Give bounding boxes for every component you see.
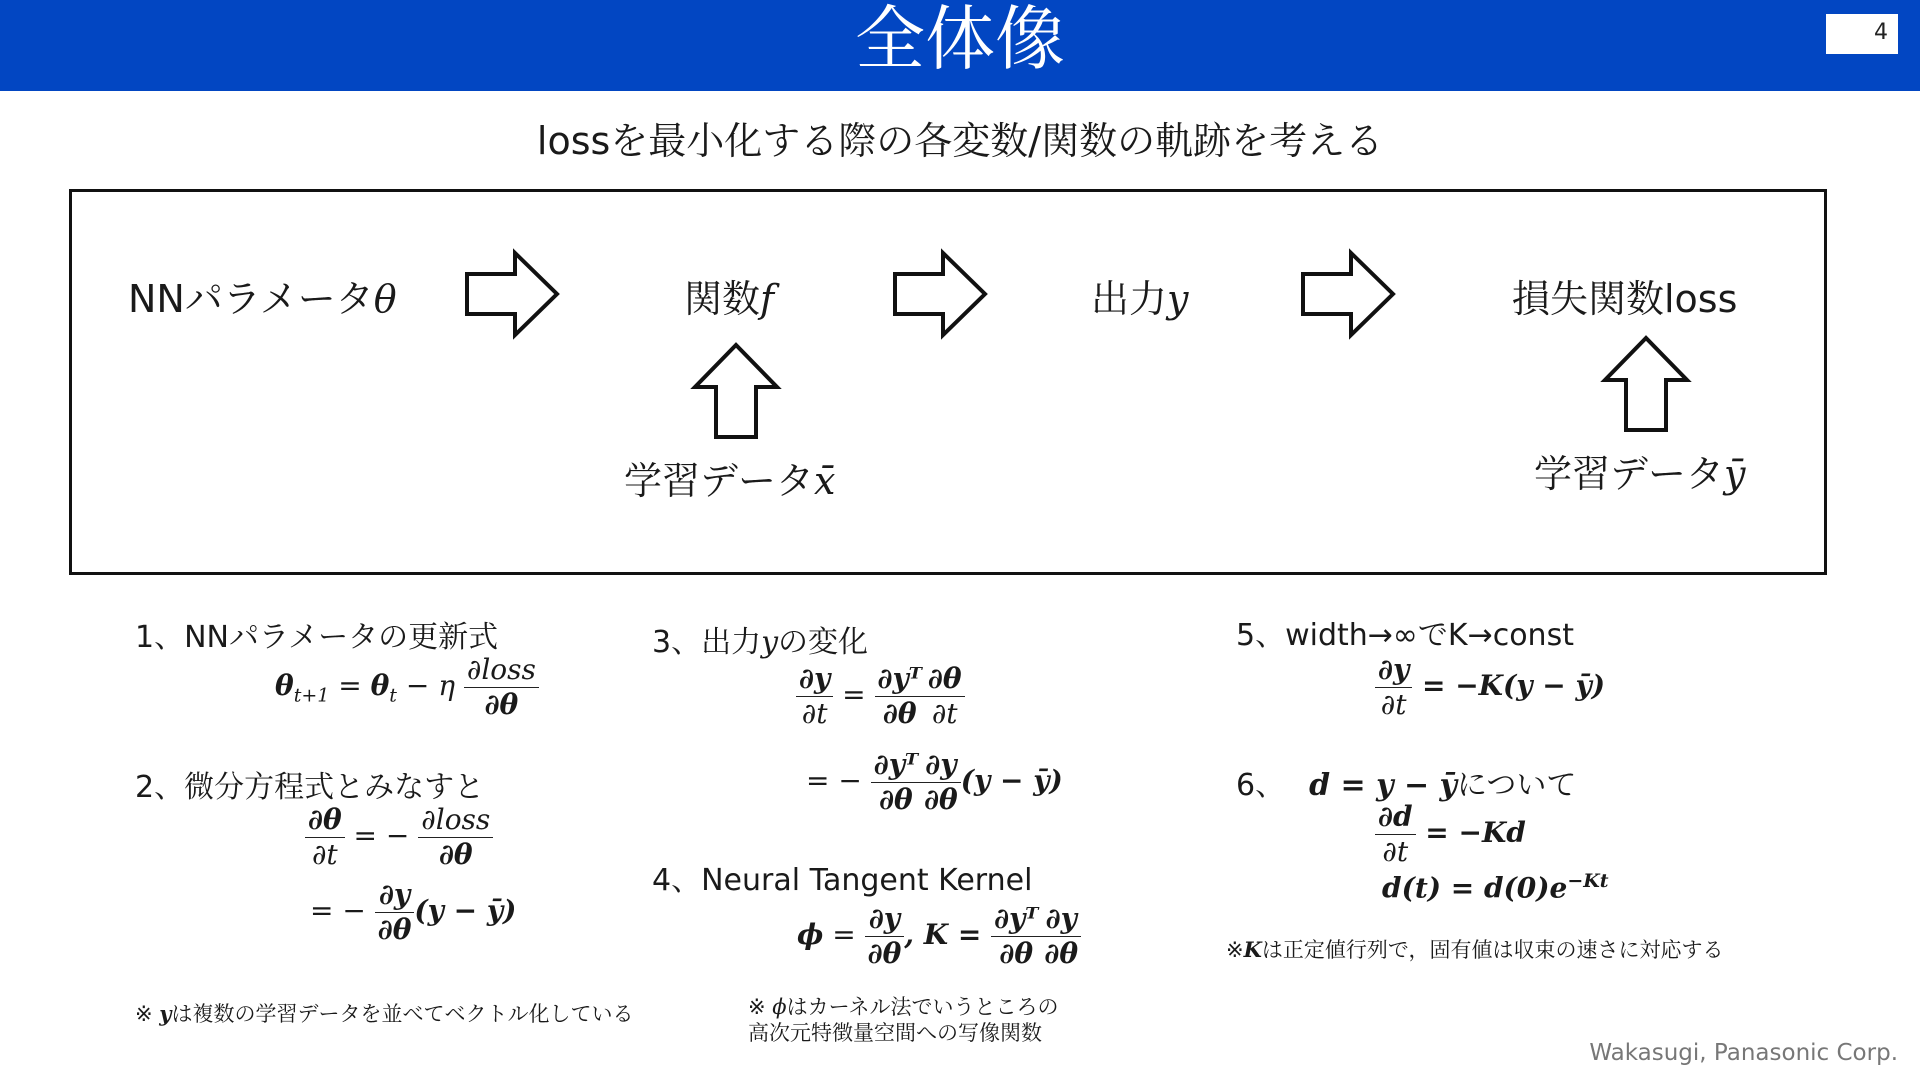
eq-op: = − xyxy=(344,819,419,852)
flow-train-y xyxy=(1534,443,1745,498)
right-arrow-icon xyxy=(465,251,559,337)
section-6-title xyxy=(1236,760,1576,804)
note-phi-line-2: 高次元特徴量空間への写像関数 xyxy=(748,1021,1042,1045)
fraction xyxy=(305,803,345,872)
up-arrow-icon xyxy=(1603,336,1689,432)
fraction xyxy=(921,748,961,817)
section-4-title: 4、Neural Tangent Kernel xyxy=(652,863,1033,898)
note-y xyxy=(135,998,633,1028)
equation-constant-kernel xyxy=(1375,653,1605,722)
title-text: について xyxy=(1456,768,1577,803)
title-equation: d = y − ȳ xyxy=(1309,768,1457,803)
frac-den: ∂θ xyxy=(484,688,519,721)
equation-output-change xyxy=(796,662,965,731)
slide-title: 全体像 xyxy=(855,0,1065,80)
section-3-title xyxy=(652,617,868,661)
eq-rhs: = −K(y − ȳ) xyxy=(1412,669,1605,702)
fraction xyxy=(865,902,905,971)
flow-output xyxy=(1091,268,1188,323)
flow-output-symbol: y xyxy=(1167,277,1189,321)
frac-den: ∂θ xyxy=(1044,937,1079,970)
note-text: は複数の学習データを並べてベクトル化している xyxy=(171,1002,634,1026)
fraction xyxy=(418,803,493,872)
flow-loss: 損失関数loss xyxy=(1512,277,1738,321)
fraction xyxy=(375,878,415,947)
equation-ntk xyxy=(797,902,1081,971)
flow-train-x-symbol: x̄ xyxy=(814,459,836,503)
footer-credit: Wakasugi, Panasonic Corp. xyxy=(1589,1040,1898,1066)
eq-op: − η xyxy=(396,669,464,702)
note-text: は正定値行列で，固有値は収束の速さに対応する xyxy=(1261,938,1724,962)
equation-output-change-2 xyxy=(806,748,1063,817)
flow-params-symbol: θ xyxy=(373,277,397,321)
frac-num: ∂y xyxy=(375,878,415,913)
equation-ode-2 xyxy=(310,878,516,947)
eq-paren: (y − ȳ) xyxy=(960,764,1063,797)
flow-params-label: NNパラメータ xyxy=(128,277,374,321)
frac-den: ∂θ xyxy=(438,838,473,871)
page-number: 4 xyxy=(1874,20,1888,45)
section-5-title: 5、width→∞でK→const xyxy=(1236,618,1574,653)
flow-diagram-box xyxy=(69,189,1827,575)
eq-op: = xyxy=(329,669,371,702)
eq-exponent: −Kt xyxy=(1567,870,1609,892)
eq-phi: ϕ xyxy=(797,918,824,951)
frac-den: ∂t xyxy=(931,697,958,730)
note-symbol: y xyxy=(159,1001,172,1026)
note-symbol: ϕ xyxy=(772,995,787,1019)
fraction xyxy=(991,902,1041,971)
frac-den: ∂θ xyxy=(999,937,1034,970)
flow-function-label: 関数 xyxy=(684,277,761,321)
title-text: 3、出力 xyxy=(652,625,762,660)
frac-num: ∂y xyxy=(796,662,833,697)
section-1-title: 1、NNパラメータの更新式 xyxy=(135,620,499,655)
flow-function xyxy=(684,268,774,323)
equation-d xyxy=(1375,800,1526,869)
flow-train-y-label: 学習データ xyxy=(1534,452,1725,496)
eq-theta: θ xyxy=(370,669,390,702)
fraction xyxy=(796,662,833,731)
frac-den: ∂θ xyxy=(867,937,902,970)
equation-d-solution xyxy=(1382,870,1609,904)
frac-num: ∂yᵀ xyxy=(871,748,921,783)
fraction xyxy=(1375,653,1412,722)
frac-num: ∂d xyxy=(1375,800,1416,835)
frac-den: ∂θ xyxy=(879,783,913,816)
eq-op: = xyxy=(833,678,875,711)
frac-den: ∂θ xyxy=(924,783,958,816)
right-arrow-icon xyxy=(1301,251,1395,337)
title-text: 6、 xyxy=(1236,768,1286,803)
frac-den: ∂t xyxy=(311,838,338,871)
fraction xyxy=(871,748,921,817)
eq-rhs: = −Kd xyxy=(1415,816,1526,849)
frac-den: ∂t xyxy=(801,697,828,730)
eq-op: , K = xyxy=(904,918,992,951)
frac-num: ∂θ xyxy=(305,803,345,838)
frac-num: ∂y xyxy=(921,748,961,783)
title-symbol: y xyxy=(761,625,779,660)
note-text: はカーネル法でいうところの xyxy=(786,995,1059,1019)
page-number-box xyxy=(1826,14,1898,54)
note-k xyxy=(1226,934,1723,964)
note-mark: ※ xyxy=(748,995,773,1019)
frac-num: ∂y xyxy=(1041,902,1081,937)
eq-op: = − xyxy=(310,894,375,927)
eq-solution: d(t) = d(0)e xyxy=(1382,871,1568,905)
flow-output-label: 出力 xyxy=(1091,277,1168,321)
frac-num: ∂yᵀ xyxy=(991,902,1041,937)
frac-num: ∂yᵀ xyxy=(875,662,925,697)
frac-den: ∂t xyxy=(1382,835,1409,868)
frac-den: ∂θ xyxy=(882,697,917,730)
title-text: の変化 xyxy=(778,625,869,660)
note-mark: ※ xyxy=(135,1002,160,1026)
fraction xyxy=(464,653,539,722)
section-2-title: 2、微分方程式とみなすと xyxy=(135,770,485,805)
note-symbol: K xyxy=(1243,937,1262,962)
frac-num: ∂y xyxy=(865,902,905,937)
fraction xyxy=(875,662,925,731)
frac-num: ∂θ xyxy=(925,662,965,697)
fraction xyxy=(925,662,965,731)
note-mark: ※ xyxy=(1226,938,1244,962)
eq-op: = xyxy=(823,918,865,951)
equation-update xyxy=(275,653,539,722)
frac-num: ∂loss xyxy=(418,803,493,838)
flow-train-x-label: 学習データ xyxy=(624,459,815,503)
flow-params xyxy=(128,268,397,323)
equation-ode xyxy=(305,803,493,872)
flow-function-symbol: f xyxy=(760,277,775,321)
eq-theta: θ xyxy=(275,669,294,702)
flow-train-x xyxy=(624,450,835,505)
fraction xyxy=(1375,800,1416,869)
frac-den: ∂θ xyxy=(377,913,412,946)
frac-num: ∂loss xyxy=(464,653,539,688)
fraction xyxy=(1041,902,1081,971)
eq-sub: t+1 xyxy=(293,684,330,707)
up-arrow-icon xyxy=(693,343,779,439)
eq-op: = − xyxy=(806,764,871,797)
eq-paren: (y − ȳ) xyxy=(414,894,517,927)
flow-train-y-symbol: ȳ xyxy=(1724,452,1746,496)
right-arrow-icon xyxy=(893,251,987,337)
frac-den: ∂t xyxy=(1380,688,1407,721)
slide-subtitle: lossを最小化する際の各変数/関数の軌跡を考える xyxy=(536,119,1384,163)
frac-num: ∂y xyxy=(1375,653,1412,688)
eq-sub: t xyxy=(389,684,397,707)
